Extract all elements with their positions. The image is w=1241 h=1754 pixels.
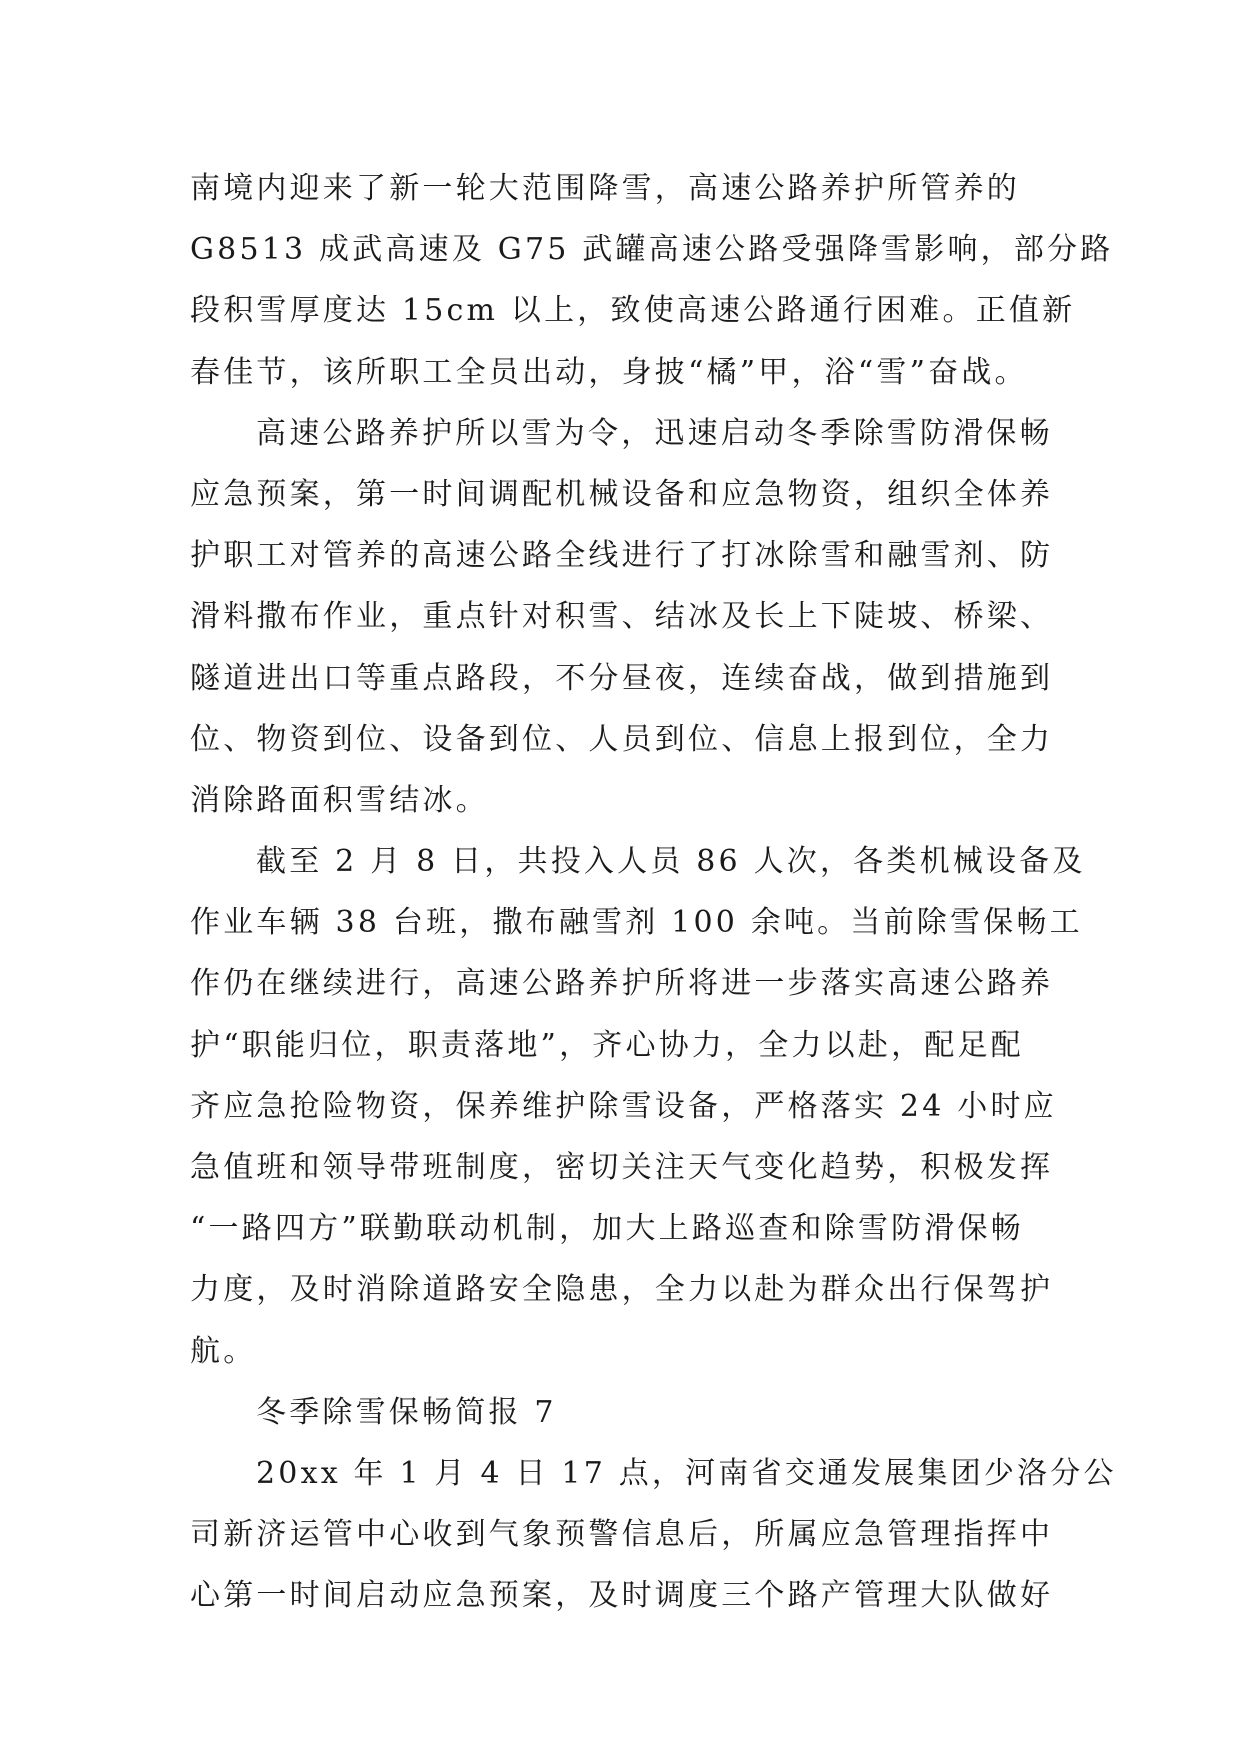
text-line: 护职工对管养的高速公路全线进行了打冰除雪和融雪剂、防 [190,538,1054,574]
text-line: 心第一时间启动应急预案，及时调度三个路产管理大队做好 [190,1578,1054,1614]
text-line: “一路四方”联勤联动机制，加大上路巡查和除雪防滑保畅 [190,1211,1024,1247]
document-body [190,158,1117,1627]
text-line: 春佳节，该所职工全员出动，身披“橘”甲，浴“雪”奋战。 [190,354,1028,390]
text-line: 高速公路养护所以雪为令，迅速启动冬季除雪防滑保畅 [256,415,1053,451]
text-line: 航。 [190,1333,257,1369]
text-line: 截至 2 月 8 日，共投入人员 86 人次，各类机械设备及 [256,844,1086,880]
text-line: 司新济运管中心收到气象预警信息后，所属应急管理指挥中 [190,1517,1054,1553]
text-line: 作业车辆 38 台班，撒布融雪剂 100 余吨。当前除雪保畅工 [190,905,1083,941]
text-line: 作仍在继续进行，高速公路养护所将进一步落实高速公路养 [190,966,1054,1002]
text-line: 滑料撒布作业，重点针对积雪、结冰及长上下陡坡、桥梁、 [190,599,1054,635]
text-line: 南境内迎来了新一轮大范围降雪，高速公路养护所管养的 [190,171,1020,206]
text-line: 隧道进出口等重点路段，不分昼夜，连续奋战，做到措施到 [190,660,1054,696]
text-line: 齐应急抢险物资，保养维护除雪设备，严格落实 24 小时应 [190,1088,1057,1124]
text-line: 位、物资到位、设备到位、人员到位、信息上报到位，全力 [190,721,1054,757]
text-line: 力度，及时消除道路安全隐患，全力以赴为群众出行保驾护 [190,1272,1054,1308]
text-line: 急值班和领导带班制度，密切关注天气变化趋势，积极发挥 [190,1150,1054,1185]
text-line: 段积雪厚度达 15cm 以上，致使高速公路通行困难。正值新 [190,293,1076,329]
text-line: G8513 成武高速及 G75 武罐高速公路受强降雪影响，部分路 [190,232,1114,268]
text-line: 护“职能归位，职责落地”，齐心协力，全力以赴，配足配 [190,1027,1024,1063]
text-line: 消除路面积雪结冰。 [190,782,489,818]
text-line: 冬季除雪保畅简报 7 [256,1394,557,1430]
text-line: 应急预案，第一时间调配机械设备和应急物资，组织全体养 [190,476,1054,512]
text-line: 20xx 年 1 月 4 日 17 点，河南省交通发展集团少洛分公 [256,1455,1117,1491]
